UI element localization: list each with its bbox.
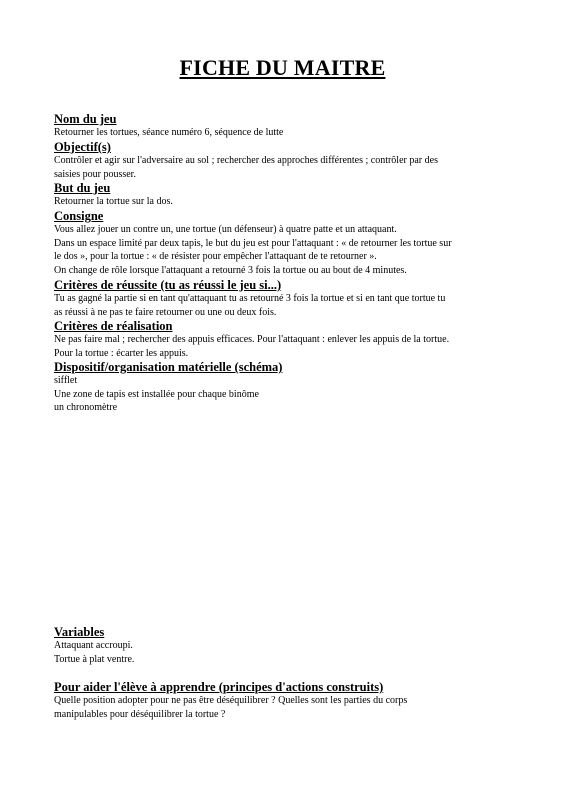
section-text-line: Tortue à plat ventre.	[54, 653, 135, 665]
section-text-line: le dos », pour la tortue : « de résister pour empêcher l'attaquant de te retourner ».	[54, 251, 377, 263]
section-criteres-reussite	[54, 278, 514, 319]
section-nom-du-jeu	[54, 112, 514, 140]
section-heading: Pour aider l'élève à apprendre (principes d'actions construits)	[54, 680, 384, 694]
section-text-line: sifflet	[54, 375, 78, 386]
section-text-line: Attaquant accroupi.	[54, 640, 133, 651]
section-text-line: Ne pas faire mal ; rechercher des appuis efficaces. Pour l'attaquant : enlever les appuis de la tortue.	[54, 334, 450, 345]
section-text-line: Pour la tortue : écarter les appuis.	[54, 347, 189, 359]
section-heading: Dispositif/organisation matérielle (schéma)	[54, 360, 283, 374]
section-criteres-realisation	[54, 319, 514, 360]
section-variables	[54, 625, 514, 666]
section-heading: Objectif(s)	[54, 140, 111, 154]
section-text-line: un chronomètre	[54, 402, 118, 414]
section-text-line: Contrôler et agir sur l'adversaire au sol ; rechercher des approches différentes ; contrôler par des	[54, 155, 438, 166]
section-text-line: Retourner les tortues, séance numéro 6, séquence de lutte	[54, 127, 284, 138]
section-text-line: Vous allez jouer un contre un, une tortue (un défenseur) à quatre patte et un attaquant.	[54, 224, 397, 235]
section-text-line: manipulables pour déséquilibrer la tortue ?	[54, 708, 226, 720]
section-text-line: On change de rôle lorsque l'attaquant a retourné 3 fois la tortue ou au bout de 4 minutes.	[54, 264, 407, 276]
section-heading: Critères de réussite (tu as réussi le jeu si...)	[54, 278, 282, 292]
section-heading: Nom du jeu	[54, 112, 117, 126]
section-text-line: as réussi à ne pas te faire retourner ou une ou deux fois.	[54, 306, 277, 318]
section-dispositif	[54, 360, 514, 415]
section-heading: But du jeu	[54, 181, 111, 195]
section-text-line: Dans un espace limité par deux tapis, le but du jeu est pour l'attaquant : « de retourner les tortue sur	[54, 237, 452, 249]
section-heading: Consigne	[54, 209, 104, 223]
section-text-line: Retourner la tortue sur la dos.	[54, 196, 173, 207]
section-but-du-jeu	[54, 181, 514, 209]
section-consigne	[54, 209, 514, 277]
section-heading: Variables	[54, 625, 105, 639]
section-text-line: saisies pour pousser.	[54, 168, 136, 180]
section-text-line: Quelle position adopter pour ne pas être déséquilibrer ? Quelles sont les parties du corps	[54, 695, 408, 706]
section-heading: Critères de réalisation	[54, 319, 173, 333]
section-objectifs	[54, 140, 514, 181]
section-text-line: Tu as gagné la partie si en tant qu'attaquant tu as retourné 3 fois la tortue et si en tant que tortue tu	[54, 293, 446, 304]
section-text-line: Une zone de tapis est installée pour chaque binôme	[54, 388, 259, 400]
page-title: FICHE DU MAITRE	[179, 55, 386, 80]
section-pour-aider	[54, 680, 514, 721]
